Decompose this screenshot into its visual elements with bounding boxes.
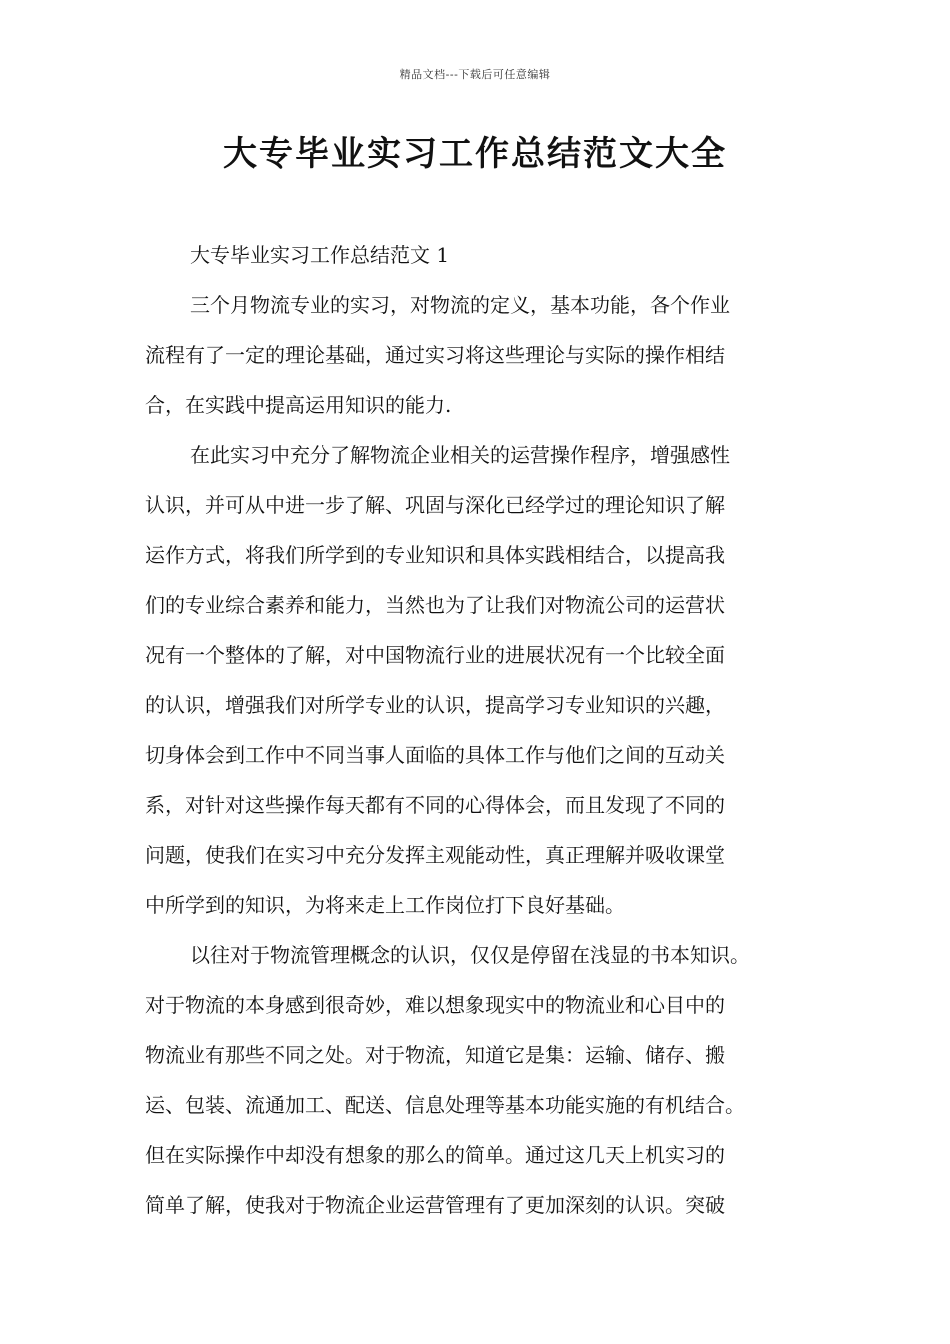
text-line: 三个月物流专业的实习，对物流的定义，基本功能，各个作业: [190, 293, 730, 317]
text-line: 运、包装、流通加工、配送、信息处理等基本功能实施的有机结合。: [145, 1093, 745, 1117]
text-line: 中所学到的知识，为将来走上工作岗位打下良好基础。: [145, 893, 625, 917]
text-line: 在此实习中充分了解物流企业相关的运营操作程序，增强感性: [190, 443, 730, 467]
section-subtitle: 大专毕业实习工作总结范文 1: [190, 243, 450, 267]
text-line: 对于物流的本身感到很奇妙，难以想象现实中的物流业和心目中的: [145, 993, 725, 1017]
text-line: 问题，使我们在实习中充分发挥主观能动性，真正理解并吸收课堂: [145, 843, 725, 867]
text-line: 切身体会到工作中不同当事人面临的具体工作与他们之间的互动关: [145, 743, 725, 767]
text-line: 系，对针对这些操作每天都有不同的心得体会，而且发现了不同的: [145, 793, 725, 817]
paragraph-3: [145, 930, 820, 1230]
text-line: 以往对于物流管理概念的认识，仅仅是停留在浅显的书本知识。: [190, 943, 750, 967]
text-line: 物流业有那些不同之处。对于物流，知道它是集：运输、储存、搬: [145, 1043, 725, 1067]
text-line: 们的专业综合素养和能力，当然也为了让我们对物流公司的运营状: [145, 593, 725, 617]
header-note: 精品文档---下载后可任意编辑: [399, 68, 551, 81]
paragraph-1: [145, 280, 820, 430]
text-line: 的认识，增强我们对所学专业的认识，提高学习专业知识的兴趣，: [145, 693, 725, 717]
text-line: 流程有了一定的理论基础，通过实习将这些理论与实际的操作相结: [145, 343, 725, 367]
text-line: 简单了解，使我对于物流企业运营管理有了更加深刻的认识。突破: [145, 1193, 725, 1217]
paragraph-2: [145, 430, 820, 930]
text-line: 况有一个整体的了解，对中国物流行业的进展状况有一个比较全面: [145, 643, 725, 667]
text-line: 但在实际操作中却没有想象的那么的简单。通过这几天上机实习的: [145, 1143, 725, 1167]
text-line: 认识，并可从中进一步了解、巩固与深化已经学过的理论知识了解: [145, 493, 725, 517]
document-title: 大专毕业实习工作总结范文大全: [223, 134, 727, 174]
document-body: [145, 230, 820, 1230]
text-line: 合，在实践中提高运用知识的能力.: [145, 393, 452, 417]
text-line: 运作方式，将我们所学到的专业知识和具体实践相结合，以提高我: [145, 543, 725, 567]
